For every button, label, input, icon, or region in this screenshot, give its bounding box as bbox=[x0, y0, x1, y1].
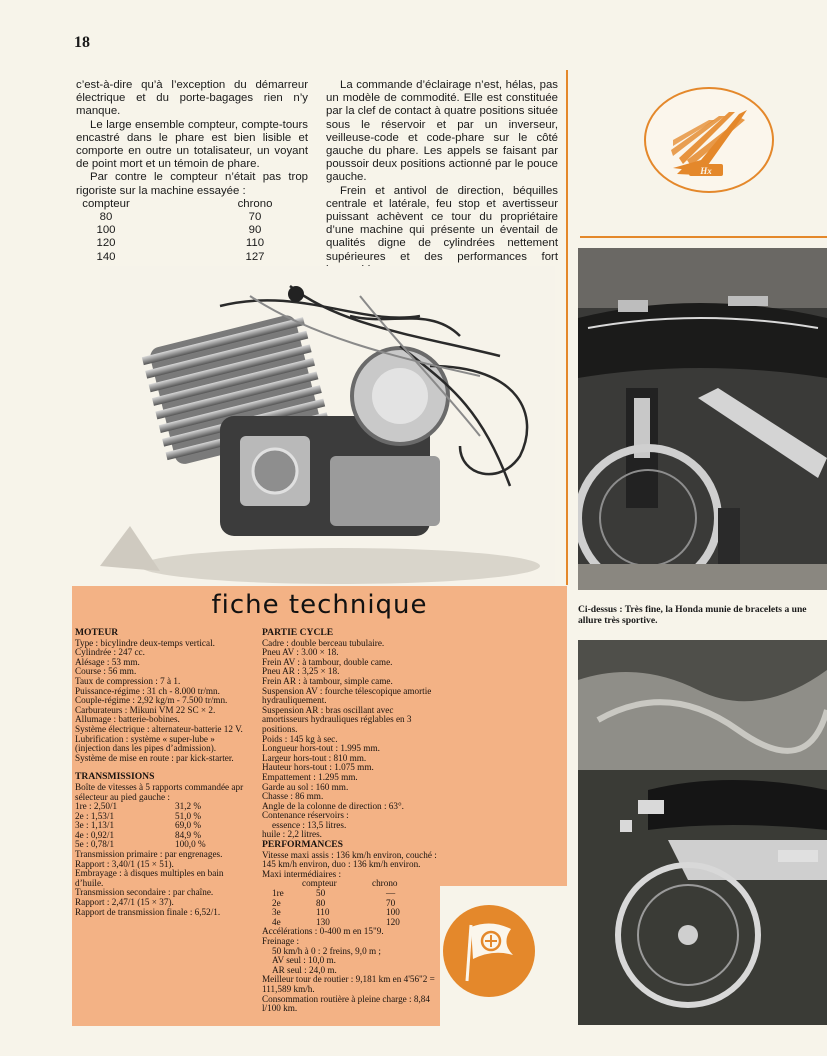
speed-table-cell: 80 bbox=[99, 211, 113, 224]
spec-line: Transmission primaire : par engrenages. bbox=[75, 849, 223, 860]
speed-table-cell: 90 bbox=[248, 224, 262, 237]
gear-ratio: 5e : 0,78/1 bbox=[75, 839, 115, 850]
spec-line: Hauteur hors-tout : 1.075 mm. bbox=[262, 762, 374, 773]
spec-right-column bbox=[262, 628, 437, 1014]
gear-percent: 69,0 % bbox=[175, 820, 202, 831]
spec-line: Consommation routière à pleine charge : 8,84 l/100 km. bbox=[262, 993, 430, 1014]
spec-line: Accélérations : 0-400 m en 15"9. bbox=[262, 926, 384, 937]
gear-ratio: 2e : 1,53/1 bbox=[75, 810, 115, 821]
section-heading: PARTIE CYCLE bbox=[262, 627, 334, 638]
spec-line: Rapport : 3,40/1 (15 × 51). bbox=[75, 858, 174, 869]
spec-line: Frein AR : à tambour, simple came. bbox=[262, 675, 393, 686]
spec-line: huile : 2,2 litres. bbox=[262, 829, 322, 840]
paragraph: c’est-à-dire qu’à l’exception du démarreur électrique et du porte-bagages rien n’y manque. bbox=[76, 79, 308, 118]
spec-line: Vitesse maxi assis : 136 km/h environ, couché : 145 km/h environ, duo : 136 km/h environ. bbox=[262, 849, 437, 870]
spec-line: Rapport de transmission finale : 6,52/1. bbox=[75, 906, 221, 917]
speed-table-header: compteur bbox=[82, 197, 130, 210]
photo-caption: Ci-dessus : Très fine, la Honda munie de bracelets a une allure très sportive. bbox=[578, 604, 807, 626]
page-number: 18 bbox=[74, 34, 90, 51]
paragraph: Par contre le compteur n’était pas trop rigoriste sur la machine essayée : bbox=[76, 171, 308, 197]
spec-line: Système électrique : alternateur-batterie 12 V. bbox=[75, 723, 243, 734]
flag-emblem-seal-icon bbox=[441, 903, 537, 999]
spec-left-column bbox=[75, 628, 250, 917]
spec-line: Garde au sol : 160 mm. bbox=[262, 781, 349, 792]
spec-line: Chasse : 86 mm. bbox=[262, 791, 324, 802]
compteur-value: 50 bbox=[316, 888, 326, 899]
speed-table-cell: 100 bbox=[96, 224, 116, 237]
spec-line: Boîte de vitesses à 5 rapports commandée apr sélecteur au pied gauche : bbox=[75, 781, 244, 802]
spec-line: Contenance réservoirs : bbox=[262, 810, 349, 821]
speed-table-cell: 70 bbox=[248, 211, 262, 224]
spec-line: Carburateurs : Mikuni VM 22 SC × 2. bbox=[75, 704, 216, 715]
svg-text:Hx: Hx bbox=[700, 166, 712, 176]
spec-line: Embrayage : à disques multiples en bain d’huile. bbox=[75, 868, 224, 888]
gear-label: 3e bbox=[272, 907, 281, 918]
paragraph: Le large ensemble compteur, compte-tours encastré dans le phare est bien lisible et comporte en outre un totalisateur, un voyant de point mort et un témoin de phare. bbox=[76, 118, 308, 171]
speed-table-header: chrono bbox=[237, 197, 273, 210]
intermediate-speeds-header bbox=[262, 879, 437, 889]
spec-line: Système de mise en route : par kick-starter. bbox=[75, 752, 234, 763]
spec-line: Alésage : 53 mm. bbox=[75, 656, 140, 667]
spec-line: essence : 13,5 litres. bbox=[272, 819, 347, 830]
spec-line: Type : bicylindre deux-temps vertical. bbox=[75, 637, 215, 648]
gear-percent: 100,0 % bbox=[175, 839, 206, 850]
speed-table-cell: 120 bbox=[96, 237, 116, 250]
gear-percent: 51,0 % bbox=[175, 810, 202, 821]
fiche-technique-box bbox=[72, 586, 440, 1026]
spec-line: 50 km/h à 0 : 2 freins, 9,0 m ; bbox=[272, 945, 381, 956]
paragraph: Frein et antivol de direction, béquilles centrale et latérale, feu stop et avertisseur puissant achèvent ce tour du propriétaire d’une machine qui présente un éventail de qualités digne de cylindrées nettement supérieures et des performances fort bbox=[326, 184, 558, 263]
spec-line: Cadre : double berceau tubulaire. bbox=[262, 637, 385, 648]
section-heading: PERFORMANCES bbox=[262, 839, 344, 851]
honda-wing-logo-icon bbox=[643, 86, 775, 194]
orange-vertical-rule bbox=[566, 70, 568, 585]
chrono-value: 100 bbox=[386, 907, 400, 918]
orange-horizontal-rule bbox=[580, 236, 827, 238]
chrono-value: 120 bbox=[386, 916, 400, 927]
gear-ratio: 4e : 0,92/1 bbox=[75, 829, 115, 840]
section-heading: TRANSMISSIONS bbox=[75, 771, 155, 783]
compteur-value: 80 bbox=[316, 897, 326, 908]
spec-line: Angle de la colonne de direction : 63°. bbox=[262, 800, 404, 811]
spec-line: Meilleur tour de routier : 9,181 km en 4'56"2 = 111,589 km/h. bbox=[262, 974, 435, 994]
spec-line: Maxi intermédiaires : bbox=[262, 868, 342, 879]
intermediate-speed-row bbox=[262, 899, 437, 909]
spec-line: Puissance-régime : 31 ch - 8.000 tr/mn. bbox=[75, 685, 220, 696]
spec-line: Allumage : batterie-bobines. bbox=[75, 714, 180, 725]
gear-percent: 84,9 % bbox=[175, 829, 202, 840]
spec-line: Pneu AR : 3,25 × 18. bbox=[262, 666, 340, 677]
section-heading: MOTEUR bbox=[75, 627, 119, 638]
motorcycle-side-photo bbox=[578, 640, 827, 1025]
gear-label: 2e bbox=[272, 897, 281, 908]
spec-line: Pneu AV : 3.00 × 18. bbox=[262, 647, 339, 658]
spec-line: Frein AV : à tambour, double came. bbox=[262, 656, 393, 667]
speed-table-cell: 140 bbox=[96, 250, 116, 263]
spec-line: Suspension AV : fourche télescopique amortie hydrauliquement. bbox=[262, 685, 432, 706]
engine-photo bbox=[100, 266, 555, 588]
table-header: chrono bbox=[372, 878, 398, 889]
gear-percent: 31,2 % bbox=[175, 801, 202, 812]
compteur-value: 110 bbox=[316, 907, 330, 918]
fiche-background-extension bbox=[440, 586, 567, 886]
compteur-value: 130 bbox=[316, 916, 330, 927]
gear-label: 4e bbox=[272, 916, 281, 927]
article-middle-column bbox=[326, 79, 558, 277]
spec-line: Empattement : 1.295 mm. bbox=[262, 771, 358, 782]
fiche-title: fiche technique bbox=[211, 590, 428, 620]
spec-line: Rapport : 2,47/1 (15 × 37). bbox=[75, 897, 174, 908]
article-left-column bbox=[76, 79, 308, 264]
spec-line: Freinage : bbox=[262, 936, 299, 946]
speed-table-cell: 127 bbox=[245, 250, 265, 263]
chrono-value: 70 bbox=[386, 897, 396, 908]
spec-line: Poids : 145 kg à sec. bbox=[262, 733, 338, 744]
spec-line: Transmission secondaire : par chaîne. bbox=[75, 887, 214, 898]
spec-line: Cylindrée : 247 cc. bbox=[75, 647, 145, 658]
motorcycle-tank-photo bbox=[578, 248, 827, 590]
spec-line: AV seul : 10,0 m. bbox=[272, 955, 336, 966]
spec-line: Suspension AR : bras oscillant avec amortisseurs hydrauliques réglables en 3 positions. bbox=[262, 704, 412, 734]
gear-ratio: 3e : 1,13/1 bbox=[75, 820, 115, 831]
gear-ratio: 1re : 2,50/1 bbox=[75, 801, 118, 812]
gear-label: 1re bbox=[272, 888, 284, 899]
spec-line: AR seul : 24,0 m. bbox=[272, 964, 337, 975]
spec-line: Taux de compression : 7 à 1. bbox=[75, 675, 181, 686]
spec-line: Largeur hors-tout : 810 mm. bbox=[262, 752, 367, 763]
intermediate-speed-row bbox=[262, 889, 437, 899]
chrono-value: — bbox=[386, 888, 396, 899]
spec-line: Course : 56 mm. bbox=[75, 666, 137, 677]
paragraph: La commande d’éclairage n’est, hélas, pas un modèle de commodité. Elle est constituée par la clef de contact à quatre positions située sous le réservoir et par un inverseur, veilleuse-code et code-phare sur le côté gauche du phare. Les appels se faisant par poussoir deux positions actionné par le pouce gauche. bbox=[326, 79, 558, 184]
speed-table bbox=[76, 198, 308, 264]
speed-table-cell: 110 bbox=[245, 237, 265, 250]
spec-line: Lubrification : système « super-lube » (injection dans les pipes d’admission). bbox=[75, 733, 217, 754]
intermediate-speed-row bbox=[262, 908, 437, 918]
table-header: compteur bbox=[302, 878, 337, 889]
spec-line: Couple-régime : 2,92 kg/m - 7.500 tr/mn. bbox=[75, 695, 228, 706]
spec-line: Longueur hors-tout : 1.995 mm. bbox=[262, 743, 380, 754]
